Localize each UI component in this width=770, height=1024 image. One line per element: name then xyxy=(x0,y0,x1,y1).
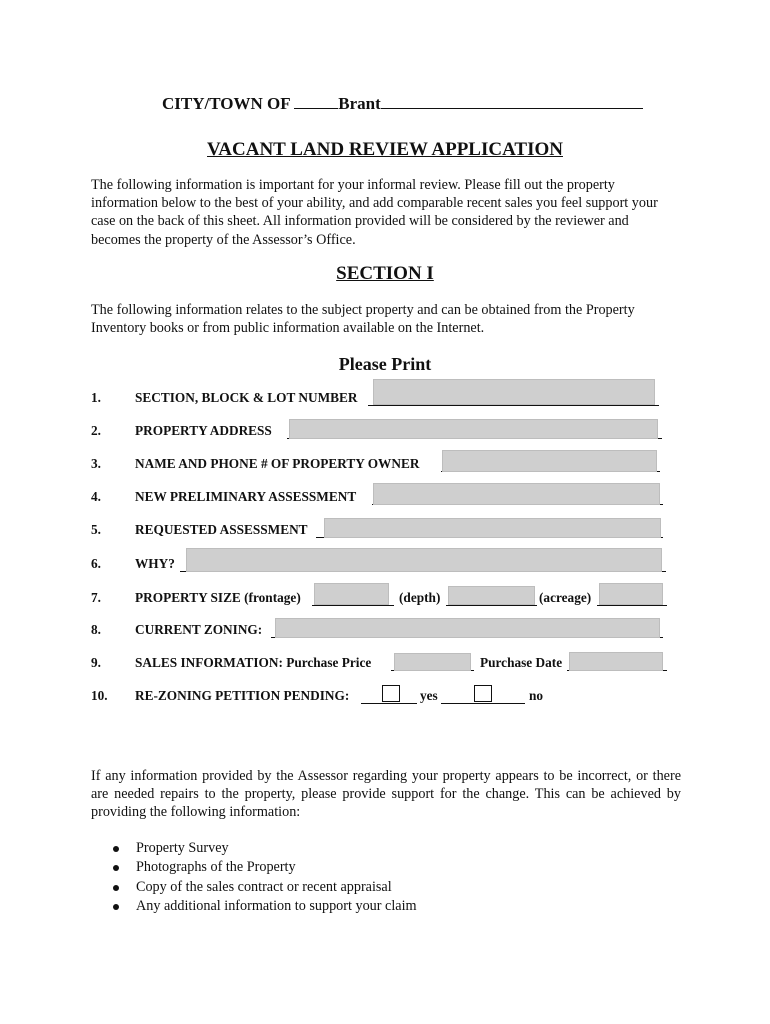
item-owner-name-phone xyxy=(91,456,671,476)
purchase-date-field[interactable] xyxy=(569,652,663,671)
item-number: 6. xyxy=(91,556,101,571)
new-preliminary-assessment-field[interactable] xyxy=(373,483,660,505)
rezoning-yes-checkbox[interactable] xyxy=(382,685,400,702)
city-value[interactable]: Brant xyxy=(338,94,381,113)
item-section-block-lot xyxy=(91,390,671,410)
item-number: 1. xyxy=(91,390,101,405)
bullet-icon xyxy=(113,885,119,891)
acreage-field[interactable] xyxy=(599,583,663,605)
city-label: CITY/TOWN OF xyxy=(162,94,290,113)
purchase-price-field[interactable] xyxy=(394,653,471,671)
list-item xyxy=(109,897,417,916)
list-item-text: Property Survey xyxy=(136,840,229,856)
acreage-label: (acreage) xyxy=(539,590,592,605)
item-label: NAME AND PHONE # OF PROPERTY OWNER xyxy=(135,456,420,471)
item-number: 5. xyxy=(91,522,101,537)
item-number: 3. xyxy=(91,456,101,471)
list-item xyxy=(109,858,417,877)
list-item-text: Any additional information to support your claim xyxy=(136,897,417,914)
item-why xyxy=(91,556,671,576)
underline xyxy=(441,703,525,704)
item-label: PROPERTY ADDRESS xyxy=(135,423,272,438)
item-label: WHY? xyxy=(135,556,175,571)
depth-field[interactable] xyxy=(448,586,535,605)
rezoning-no-checkbox[interactable] xyxy=(474,685,492,702)
owner-name-phone-field[interactable] xyxy=(442,450,657,472)
item-label: RE-ZONING PETITION PENDING: xyxy=(135,688,350,703)
item-label: PROPERTY SIZE (frontage) xyxy=(135,590,301,605)
city-blank-prefix xyxy=(294,108,338,109)
city-town-line xyxy=(162,94,643,114)
why-field[interactable] xyxy=(186,548,662,572)
intro-paragraph: The following information is important for your informal review. Please fill out the property information below to the best of your ability, and add comparable recent sales you feel support your case on the back of this sheet. All information provided will be considered by the reviewer and becomes the property of the Assessor’s Office. xyxy=(91,177,658,248)
requested-assessment-field[interactable] xyxy=(324,518,661,538)
bullet-icon xyxy=(113,865,119,871)
item-number: 9. xyxy=(91,655,101,670)
item-label: NEW PRELIMINARY ASSESSMENT xyxy=(135,489,357,504)
item-new-preliminary-assessment xyxy=(91,489,671,509)
please-print-heading: Please Print xyxy=(338,354,432,374)
item-rezoning-petition xyxy=(91,688,671,708)
section-block-lot-field[interactable] xyxy=(373,379,655,405)
item-label: SECTION, BLOCK & LOT NUMBER xyxy=(135,390,358,405)
item-current-zoning xyxy=(91,622,671,642)
item-property-size xyxy=(91,590,671,610)
bottom-paragraph: If any information provided by the Assessor regarding your property appears to be incorrect, or there are needed repairs to the property, please provide support for the change. This can be achieved by providing the following information: xyxy=(91,768,681,821)
item-number: 8. xyxy=(91,622,101,637)
city-blank-suffix xyxy=(381,108,643,109)
item-label: REQUESTED ASSESSMENT xyxy=(135,522,308,537)
item-label: SALES INFORMATION: Purchase Price xyxy=(135,655,372,670)
item-number: 10. xyxy=(91,688,108,703)
list-item xyxy=(109,839,417,858)
property-address-field[interactable] xyxy=(289,419,658,439)
bullet-icon xyxy=(113,846,119,852)
underline xyxy=(361,703,417,704)
purchase-date-label: Purchase Date xyxy=(480,655,563,670)
list-item xyxy=(109,878,417,897)
yes-label: yes xyxy=(420,688,438,703)
item-label: CURRENT ZONING: xyxy=(135,622,263,637)
underline xyxy=(368,405,659,406)
underline xyxy=(597,605,667,606)
current-zoning-field[interactable] xyxy=(275,618,660,638)
item-property-address xyxy=(91,423,671,443)
depth-label: (depth) xyxy=(399,590,441,605)
underline xyxy=(446,605,537,606)
section-intro-paragraph: The following information relates to the subject property and can be obtained from the Property Inventory books or from public information available on the Internet. xyxy=(91,302,635,337)
item-number: 4. xyxy=(91,489,101,504)
underline xyxy=(312,605,394,606)
list-item-text: Copy of the sales contract or recent appraisal xyxy=(136,878,392,895)
bullet-icon xyxy=(113,904,119,910)
no-label: no xyxy=(529,688,544,703)
supporting-info-list xyxy=(109,839,417,916)
item-sales-information xyxy=(91,655,671,675)
page-title: VACANT LAND REVIEW APPLICATION xyxy=(207,139,563,160)
item-number: 2. xyxy=(91,423,101,438)
item-requested-assessment xyxy=(91,522,671,542)
item-number: 7. xyxy=(91,590,101,605)
list-item-text: Photographs of the Property xyxy=(136,859,296,876)
section-title: SECTION I xyxy=(336,263,434,284)
frontage-field[interactable] xyxy=(314,583,389,605)
